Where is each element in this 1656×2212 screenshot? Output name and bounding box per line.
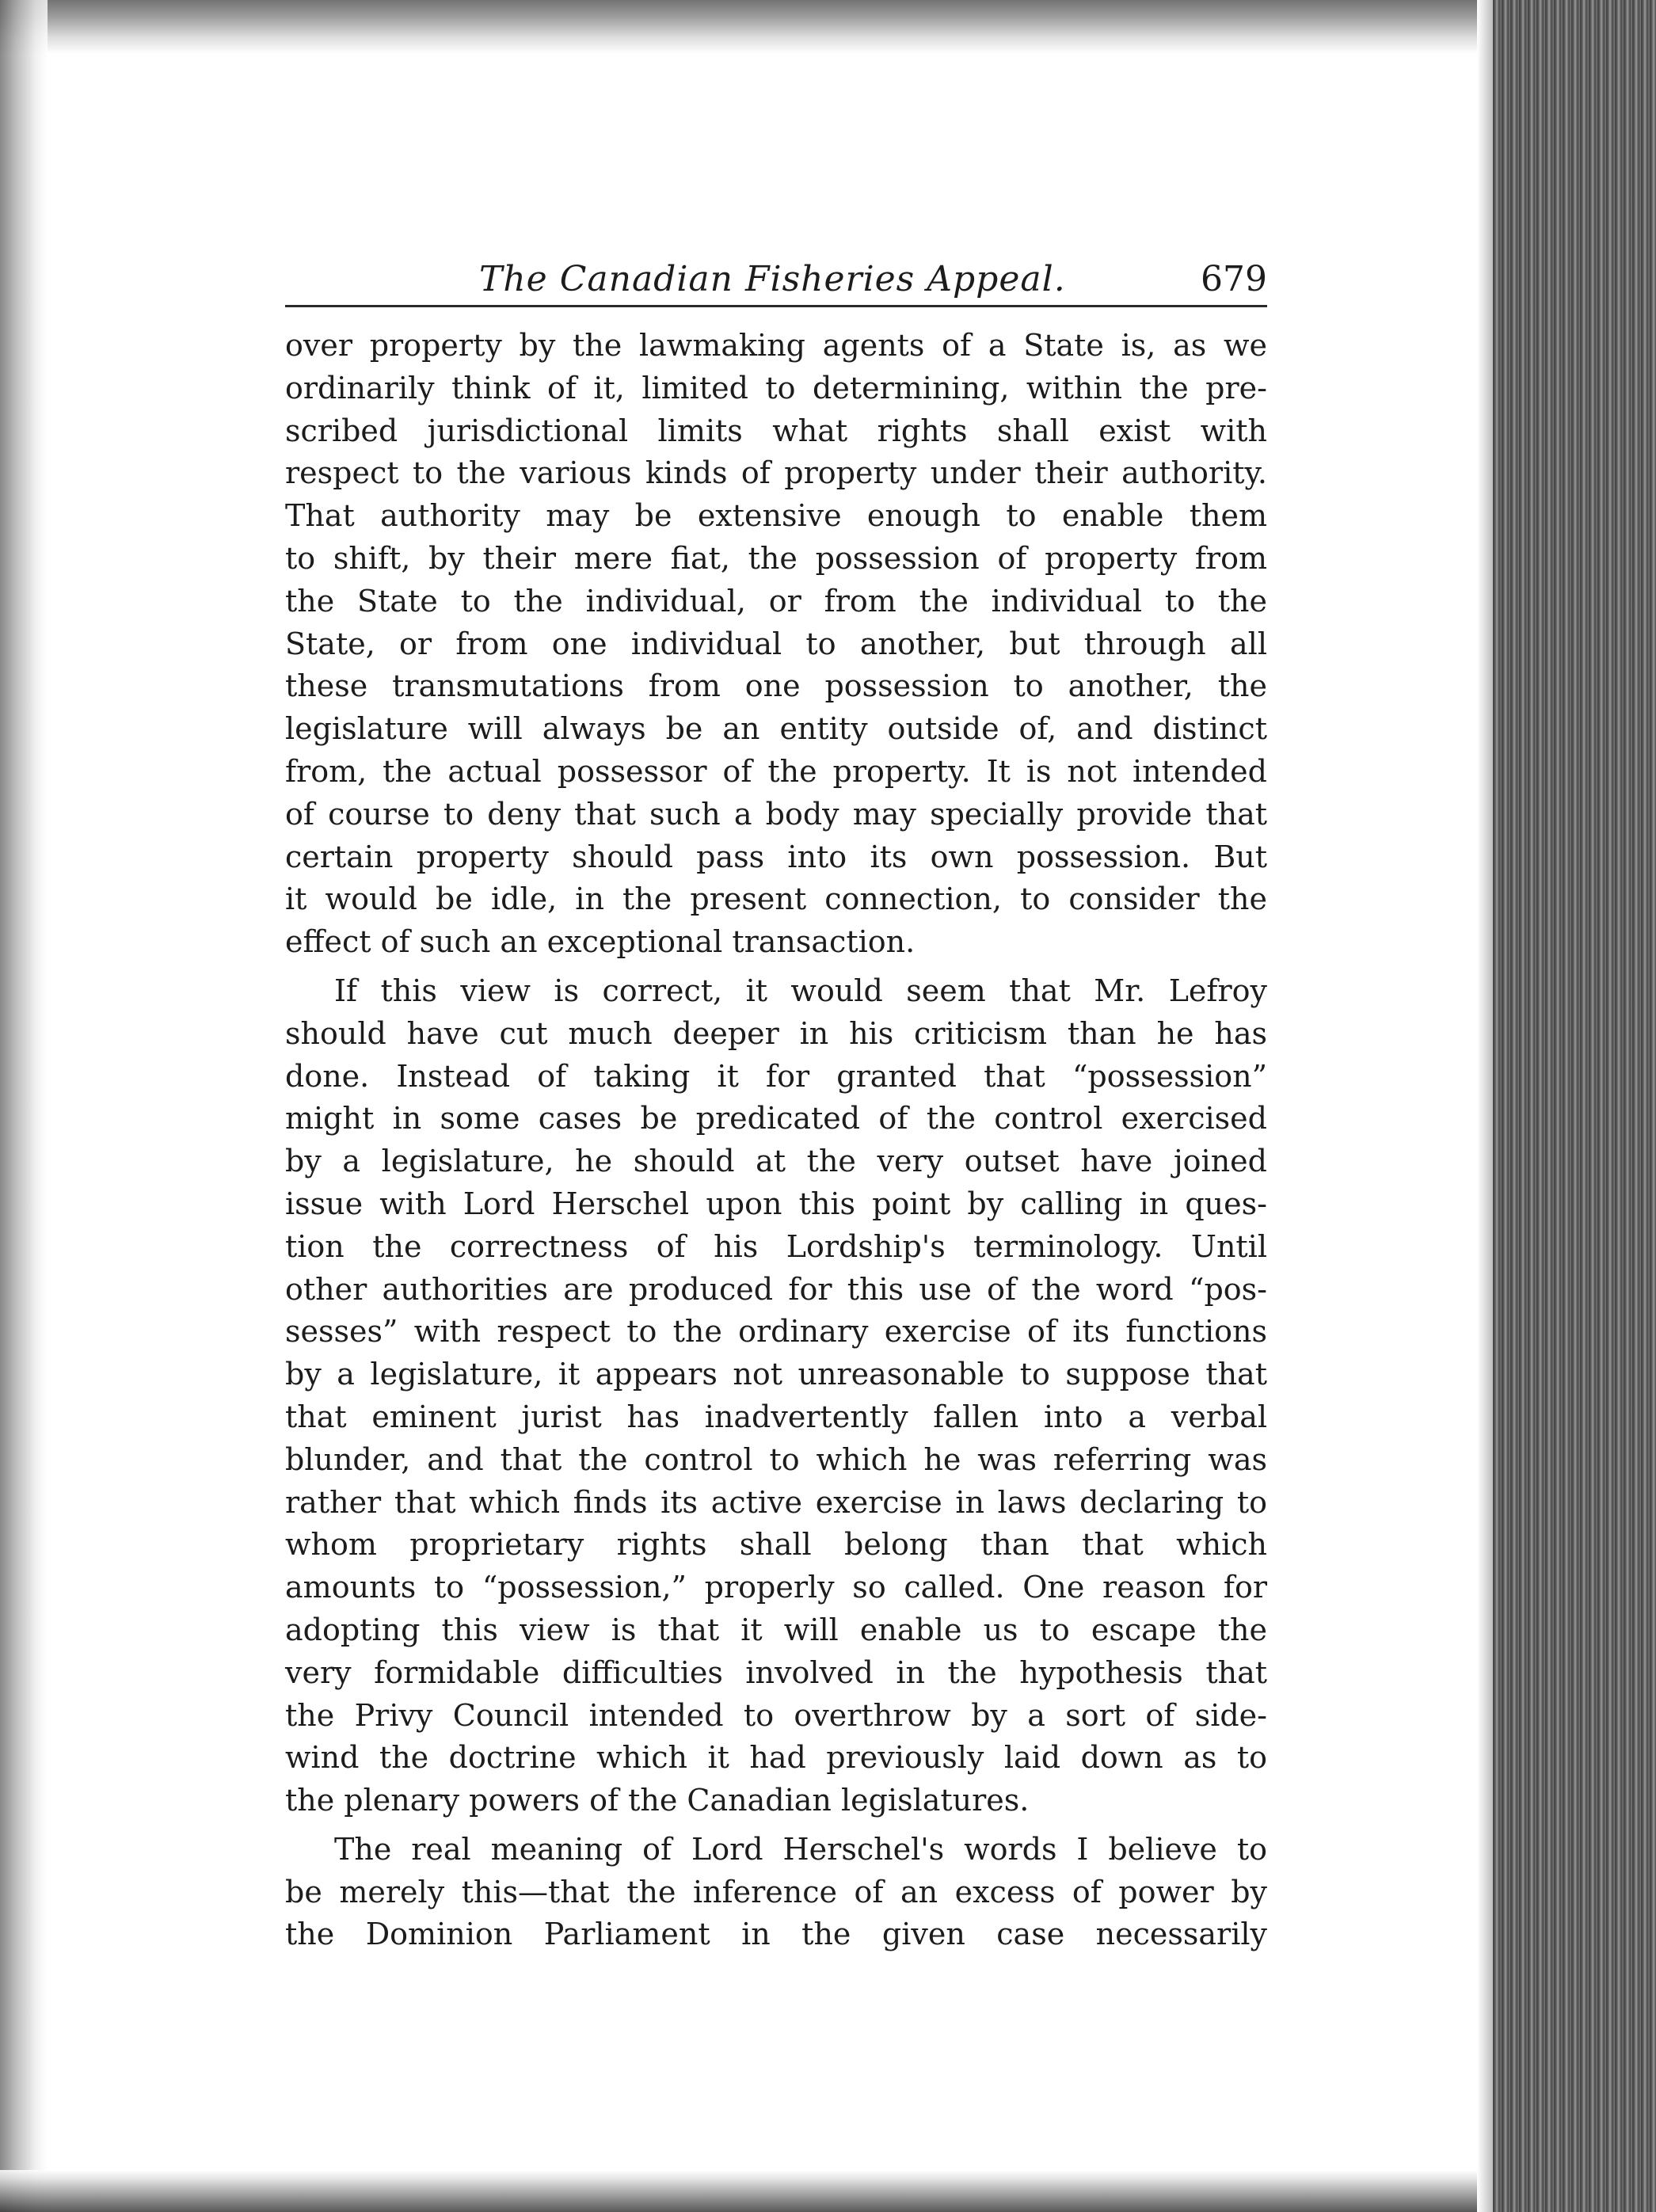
text-line: very formidable difficulties involved in the hypothesis that xyxy=(285,1654,1267,1690)
text-line: certain property should pass into its own possession. But xyxy=(285,839,1267,874)
text-line: be merely this—that the inference of an excess of power by xyxy=(285,1874,1267,1909)
text-line: whom proprietary rights shall belong than that which xyxy=(285,1527,1267,1563)
text-line: sesses” with respect to the ordinary exercise of its functions xyxy=(285,1314,1267,1350)
text-line: other authorities are produced for this use of the word “pos- xyxy=(285,1271,1267,1307)
text-line: the plenary powers of the Canadian legislatures. xyxy=(285,1783,1030,1818)
text-line: from, the actual possessor of the property. It is not intended xyxy=(285,753,1267,789)
text-line: ordinarily think of it, limited to determining, within the pre- xyxy=(285,370,1267,405)
text-line: If this view is correct, it would seem that Mr. Lefroy xyxy=(334,973,1267,1008)
text-line: tion the correctness of his Lordship's terminology. Until xyxy=(285,1228,1267,1264)
text-line: that eminent jurist has inadvertently fallen into a verbal xyxy=(285,1399,1267,1434)
text-line: wind the doctrine which it had previously laid down as to xyxy=(285,1740,1267,1776)
text-line: State, or from one individual to another, but through all xyxy=(285,626,1267,661)
text-line: legislature will always be an entity outside of, and distinct xyxy=(285,711,1267,747)
text-line: these transmutations from one possession to another, the xyxy=(285,668,1267,704)
book-page xyxy=(285,257,1267,1956)
text-line: The real meaning of Lord Herschel's words I believe to xyxy=(334,1831,1267,1867)
text-line: of course to deny that such a body may specially provide that xyxy=(285,796,1267,832)
text-line: the Privy Council intended to overthrow by a sort of side- xyxy=(285,1697,1267,1733)
text-line: blunder, and that the control to which he was referring was xyxy=(285,1441,1267,1477)
text-line: That authority may be extensive enough to enable them xyxy=(285,498,1267,534)
text-line: amounts to “possession,” properly so called. One reason for xyxy=(285,1570,1267,1605)
text-line: issue with Lord Herschel upon this point by calling in ques- xyxy=(285,1186,1267,1221)
page-number: 679 xyxy=(1201,259,1267,299)
text-line: over property by the lawmaking agents of a State is, as we xyxy=(285,328,1267,363)
scan-edge-left xyxy=(0,0,48,2212)
text-line: should have cut much deeper in his criticism than he has xyxy=(285,1015,1267,1051)
text-line: by a legislature, it appears not unreasonable to suppose that xyxy=(285,1357,1267,1392)
text-line: rather that which finds its active exercise in laws declaring to xyxy=(285,1484,1267,1520)
text-line: effect of such an exceptional transaction. xyxy=(285,924,916,960)
text-line: the State to the individual, or from the individual to the xyxy=(285,583,1267,619)
text-line: it would be idle, in the present connection, to consider the xyxy=(285,881,1267,917)
body-text xyxy=(285,325,1267,1956)
running-title: The Canadian Fisheries Appeal. xyxy=(479,259,1066,299)
text-line: done. Instead of taking it for granted that “possession” xyxy=(285,1058,1267,1094)
text-line: adopting this view is that it will enable us to escape the xyxy=(285,1612,1267,1647)
scan-edge-bottom xyxy=(0,2170,1505,2212)
text-line: respect to the various kinds of property under their authority. xyxy=(285,455,1267,491)
scan-edge-top xyxy=(0,0,1489,54)
text-line: by a legislature, he should at the very outset have joined xyxy=(285,1144,1267,1179)
text-line: scribed jurisdictional limits what rights shall exist with xyxy=(285,413,1267,448)
book-spine xyxy=(1493,0,1656,2212)
text-line: the Dominion Parliament in the given case necessarily xyxy=(285,1917,1267,1952)
text-line: might in some cases be predicated of the control exercised xyxy=(285,1101,1267,1136)
running-head xyxy=(285,257,1267,307)
text-line: to shift, by their mere fiat, the possession of property from xyxy=(285,540,1267,576)
